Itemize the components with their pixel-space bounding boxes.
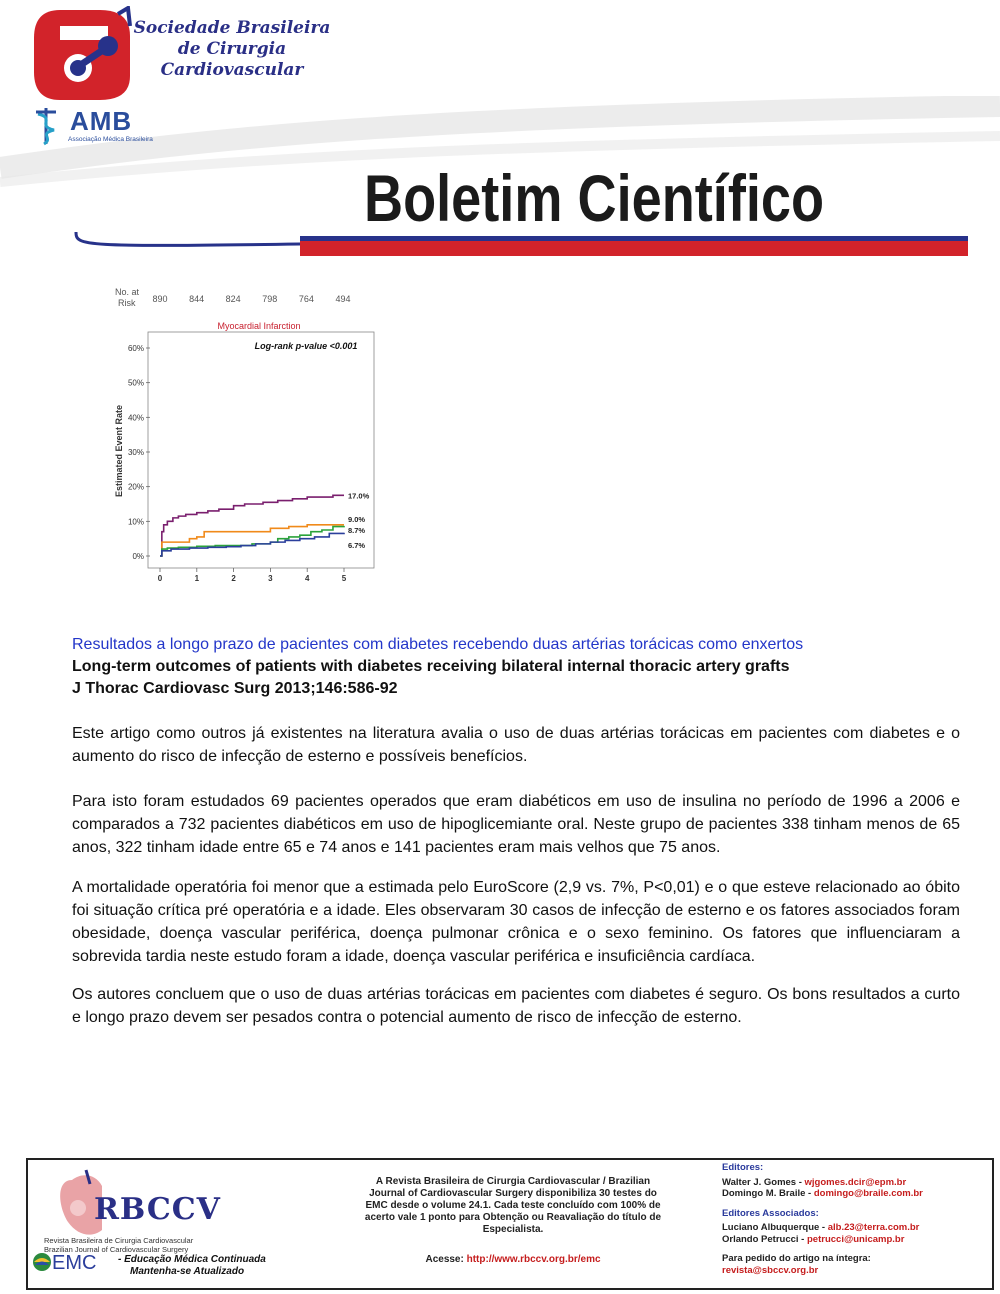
y-tick-label: 40%	[127, 413, 144, 423]
article-paragraph: Os autores concluem que o uso de duas artérias torácicas em pacientes com diabetes é seguro. Os bons resultados a curto e longo prazo devem ser pesados contra o potencial aumento de risco de infecção de esterno.	[72, 986, 960, 1026]
society-name-line: Cardiovascular	[160, 60, 304, 80]
article-paragraph: Este artigo como outros já existentes na literatura avalia o uso de duas artérias torácicas em pacientes com diabetes e o aumento do risco de infecção de esterno e possíveis benefícios.	[72, 725, 960, 765]
article-paragraph: A mortalidade operatória foi menor que a estimada pelo EuroScore (2,9 vs. 7%, P<0,01) e o que esteve relacionado ao óbito foi situação crítica pré operatória e a idade. Eles observaram 30 casos de infecção de esterno e os fatores associados foram obesidade, doença vascular periférica, doença pulmonar crônica e o sexo feminino. Os fatores que influenciaram a sobrevida tardia neste estudo foram a idade, doença vascular periférica e insuficiência cardíaca.	[72, 879, 960, 965]
society-name	[132, 18, 332, 81]
footer-access	[358, 1254, 668, 1265]
associate-editor-line	[722, 1222, 992, 1234]
y-tick-label: 60%	[127, 344, 144, 353]
article-paragraph: Para isto foram estudados 69 pacientes operados que eram diabéticos em uso de insulina no período de 1996 a 2006 e comparados a 732 pacientes diabéticos em uso de hipoglicemiante oral. Neste grupo de pacientes 338 tinham menos de 65 anos, 322 tinham idade entre 65 e 74 anos e 141 pacientes eram mais velhos que 75 anos.	[72, 793, 960, 856]
y-tick-label: 0%	[132, 552, 144, 561]
x-tick-label: 4	[304, 574, 310, 583]
editor-line	[722, 1188, 992, 1200]
at-risk-label-line: Risk	[118, 298, 136, 308]
emc-logo-text: EMC	[52, 1252, 97, 1274]
emc-tagline-line: - Educação Médica Continuada	[118, 1254, 266, 1265]
x-tick-label: 1	[194, 574, 200, 583]
emc-link[interactable]: http://www.rbccv.org.br/emc	[466, 1254, 601, 1265]
society-name-line: de Cirurgia	[177, 39, 287, 59]
chart-title: Myocardial Infarction	[217, 321, 301, 331]
society-name-line: Sociedade Brasileira	[133, 18, 331, 38]
editor-name: Domingo M. Braile -	[722, 1188, 814, 1199]
y-tick-label: 30%	[127, 448, 144, 457]
footer-branding	[28, 1160, 358, 1288]
rbccv-subtitle-line: Brazilian Journal of Cardiovascular Surgery	[44, 1245, 189, 1254]
at-risk-count: 494	[335, 294, 351, 304]
at-risk-count: 824	[225, 294, 241, 304]
chart-y-axis-label: Estimated Event Rate	[114, 404, 124, 498]
article-citation: J Thorac Cardiovasc Surg 2013;146:586-92	[72, 680, 398, 697]
associate-editors-heading: Editores Associados:	[722, 1207, 819, 1219]
series-end-label: 6.7%	[348, 540, 366, 550]
y-tick-label: 20%	[127, 482, 144, 492]
page-title: Boletim Científico	[364, 161, 825, 235]
rbccv-logo-text: RBCCV	[94, 1192, 221, 1227]
emc-globe-icon	[32, 1252, 52, 1272]
footer-emc-description: A Revista Brasileira de Cirurgia Cardiovascular / Brazilian Journal of Cardiovascular Surgery disponibiliza 30 testes do EMC desde o volume 24.1. Cada teste concluído com 100% de acerto vale 1 ponto para Obtenção ou Reavaliação do título de Especialista.	[364, 1176, 662, 1235]
associate-editor-line	[722, 1234, 992, 1246]
chart-annotation: Log-rank p-value <0.001	[254, 341, 358, 351]
editor-name: Walter J. Gomes -	[722, 1176, 805, 1188]
x-tick-label: 3	[268, 574, 273, 583]
series-end-label: 8.7%	[348, 525, 366, 535]
footer-editors	[722, 1162, 992, 1276]
rbccv-subtitle-line: Revista Brasileira de Cirurgia Cardiovascular	[44, 1236, 194, 1245]
at-risk-count: 844	[189, 294, 205, 304]
x-tick-label: 2	[231, 574, 236, 583]
order-label: Para pedido do artigo na íntegra:	[722, 1253, 871, 1264]
amb-logo-text: AMB	[70, 106, 133, 136]
chart-plot-frame	[148, 332, 374, 568]
editor-line	[722, 1177, 992, 1189]
editor-email-link[interactable]: petrucci@unicamp.br	[807, 1233, 905, 1245]
series-end-label: 9.0%	[348, 514, 366, 524]
editor-name: Luciano Albuquerque -	[722, 1222, 828, 1233]
myocardial-infarction-chart	[104, 276, 404, 602]
emc-logo	[32, 1252, 96, 1275]
editor-name: Orlando Petrucci -	[722, 1233, 807, 1245]
editor-email-link[interactable]: wjgomes.dcir@epm.br	[804, 1176, 907, 1188]
editors-heading: Editores:	[722, 1162, 764, 1173]
y-tick-label: 10%	[127, 517, 144, 527]
series-end-label: 17.0%	[348, 491, 370, 501]
x-tick-label: 5	[341, 574, 347, 583]
y-tick-label: 50%	[127, 378, 144, 388]
editor-email-link[interactable]: domingo@braile.com.br	[813, 1188, 923, 1199]
article-title-portuguese: Resultados a longo prazo de pacientes com diabetes recebendo duas artérias torácicas como enxertos	[72, 636, 804, 653]
at-risk-count: 890	[152, 294, 168, 304]
order-email-link[interactable]: revista@sbccv.org.br	[722, 1264, 819, 1276]
footer-box	[26, 1158, 994, 1290]
article-title-english: Long-term outcomes of patients with diabetes receiving bilateral internal thoracic artery grafts	[72, 658, 790, 675]
access-label: Acesse:	[425, 1254, 464, 1265]
x-tick-label: 0	[157, 574, 163, 583]
amb-subtitle: Associação Médica Brasileira	[68, 136, 153, 143]
at-risk-count: 798	[262, 294, 278, 304]
at-risk-count: 764	[298, 294, 314, 304]
emc-tagline	[118, 1254, 266, 1278]
emc-tagline-line: Mantenha-se Atualizado	[130, 1266, 245, 1277]
at-risk-label-line: No. at	[115, 287, 140, 297]
editor-email-link[interactable]: alb.23@terra.com.br	[827, 1222, 920, 1233]
